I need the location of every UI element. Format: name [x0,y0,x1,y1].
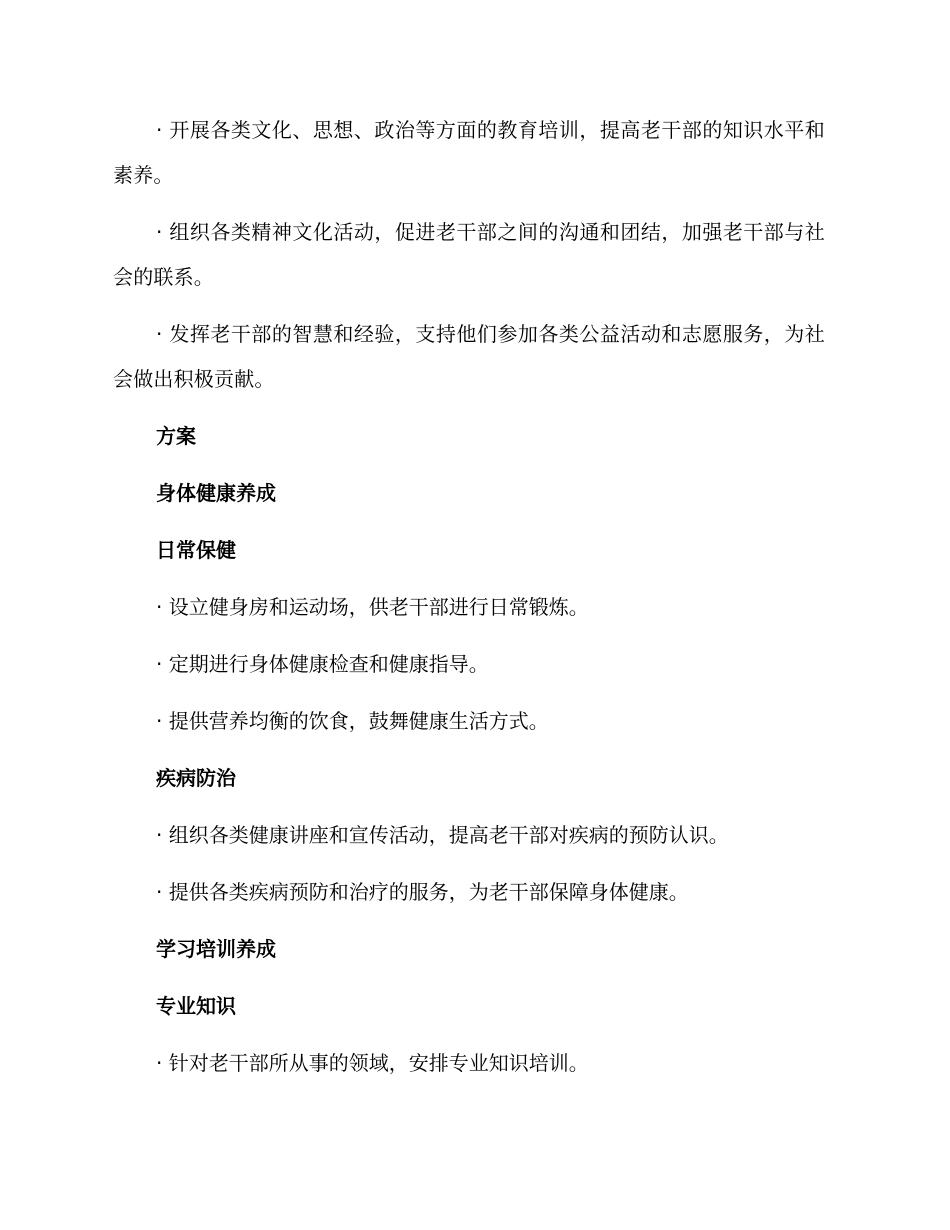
document-page [113,108,825,1098]
section-heading-health: 身体健康养成 [156,481,276,505]
paragraph-culture: · 组织各类精神文化活动，促进老干部之间的沟通和团结，加强老干部与社会的联系。 [113,220,825,289]
list-item: · 针对老干部所从事的领域，安排专业知识培训。 [156,1051,589,1075]
list-item: · 提供各类疾病预防和治疗的服务，为老干部保障身体健康。 [156,880,689,904]
paragraph-education: · 开展各类文化、思想、政治等方面的教育培训，提高老干部的知识水平和素养。 [113,118,825,187]
subheading-professional-knowledge: 专业知识 [156,994,236,1018]
list-item: · 定期进行身体健康检查和健康指导。 [156,652,489,676]
section-heading-study: 学习培训养成 [156,937,276,961]
section-heading-plan: 方案 [156,424,196,448]
list-item: · 组织各类健康讲座和宣传活动，提高老干部对疾病的预防认识。 [156,823,729,847]
list-item: · 设立健身房和运动场，供老干部进行日常锻炼。 [156,595,589,619]
subheading-daily-care: 日常保健 [156,538,236,562]
subheading-disease-prevention: 疾病防治 [156,766,236,790]
paragraph-wisdom: · 发挥老干部的智慧和经验，支持他们参加各类公益活动和志愿服务，为社会做出积极贡献。 [113,322,825,391]
list-item: · 提供营养均衡的饮食，鼓舞健康生活方式。 [156,709,549,733]
